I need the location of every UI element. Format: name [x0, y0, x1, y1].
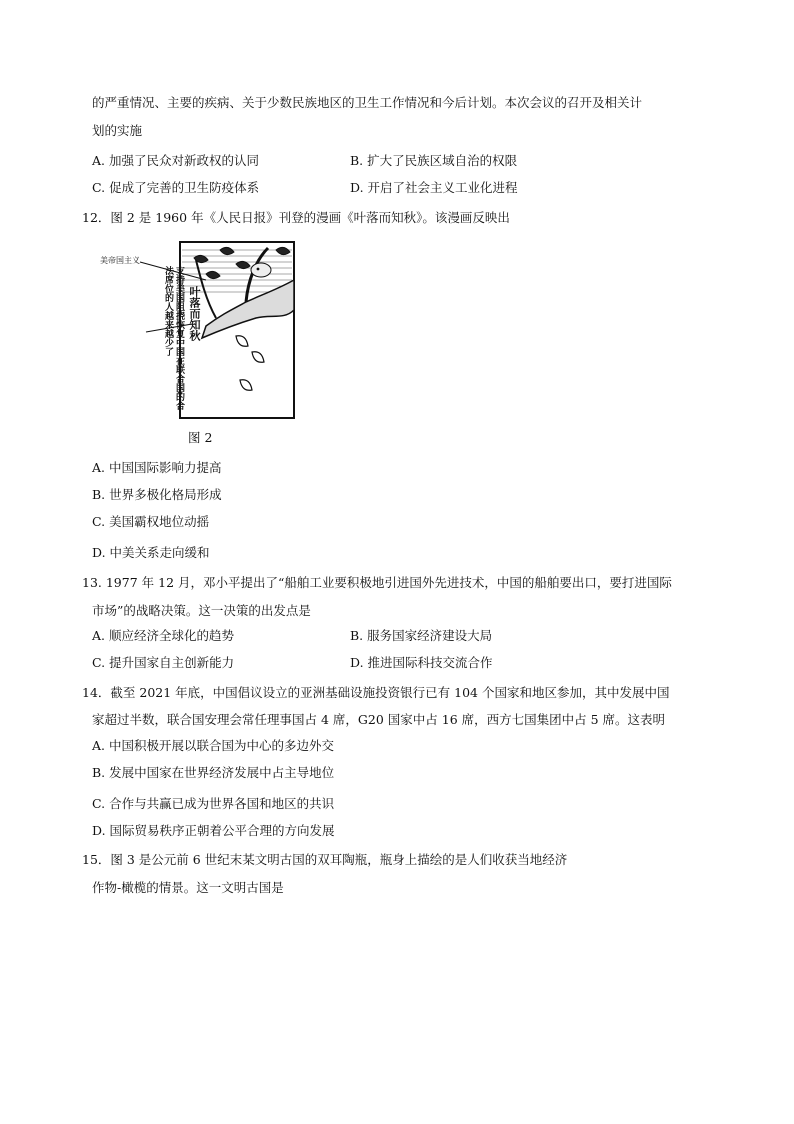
q12-option-b: B. 世界多极化格局形成 — [92, 487, 222, 502]
q11-option-d: D. 开启了社会主义工业化进程 — [350, 180, 518, 195]
q11-stem-line2: 划的实施 — [92, 123, 143, 138]
q12-stem: 12．图 2 是 1960 年《人民日报》刊登的漫画《叶落而知秋》。该漫画反映出 — [82, 210, 510, 225]
q14-option-b: B. 发展中国家在世界经济发展中占主导地位 — [92, 765, 335, 780]
q13-option-b: B. 服务国家经济建设大局 — [350, 628, 493, 643]
q11-option-a: A. 加强了民众对新政权的认同 — [92, 153, 259, 168]
cartoon-label-vertical: 支持美国阻挠恢复中国在联合国的合法席位的人越来越少了 — [163, 266, 184, 410]
q11-option-c: C. 促成了完善的卫生防疫体系 — [92, 180, 260, 195]
cartoon-title-vertical: 叶落而知秋 — [188, 286, 201, 341]
q11-option-b: B. 扩大了民族区域自治的权限 — [350, 153, 518, 168]
q13-option-a: A. 顺应经济全球化的趋势 — [92, 628, 234, 643]
q13-option-c: C. 提升国家自主创新能力 — [92, 655, 235, 670]
q14-option-d: D. 国际贸易秩序正朝着公平合理的方向发展 — [92, 823, 335, 838]
q12-option-a: A. 中国国际影响力提高 — [92, 460, 222, 475]
q14-option-c: C. 合作与共赢已成为世界各国和地区的共识 — [92, 796, 335, 811]
q14-stem-line2: 家超过半数，联合国安理会常任理事国占 4 席，G20 国家中占 16 席，西方七国集团中占 5 席。这表明 — [92, 712, 666, 727]
q14-stem-line1: 14．截至 2021 年底，中国倡议设立的亚洲基础设施投资银行已有 104 个国家和地区参加，其中发展中国 — [82, 685, 670, 700]
q14-option-a: A. 中国积极开展以联合国为中心的多边外交 — [92, 738, 334, 753]
q12-option-d: D. 中美关系走向缓和 — [92, 545, 210, 560]
q13-option-d: D. 推进国际科技交流合作 — [350, 655, 493, 670]
cartoon-figure — [96, 240, 296, 430]
q15-stem-line1: 15．图 3 是公元前 6 世纪末某文明古国的双耳陶瓶，瓶身上描绘的是人们收获当地经济 — [82, 852, 568, 867]
cartoon-label-imperialism: 美帝国主义 — [100, 256, 140, 265]
q11-stem-line1: 的严重情况、主要的疾病、关于少数民族地区的卫生工作情况和今后计划。本次会议的召开及相关计 — [92, 95, 643, 110]
figure-2-caption: 图 2 — [188, 430, 213, 445]
q12-option-c: C. 美国霸权地位动摇 — [92, 514, 210, 529]
q15-stem-line2: 作物-橄榄的情景。这一文明古国是 — [92, 880, 284, 895]
q13-stem-line2: 市场”的战略决策。这一决策的出发点是 — [92, 603, 311, 618]
q13-stem-line1: 13. 1977 年 12 月，邓小平提出了“船舶工业要积极地引进国外先进技术，中国的船舶要出口，要打进国际 — [82, 575, 672, 590]
